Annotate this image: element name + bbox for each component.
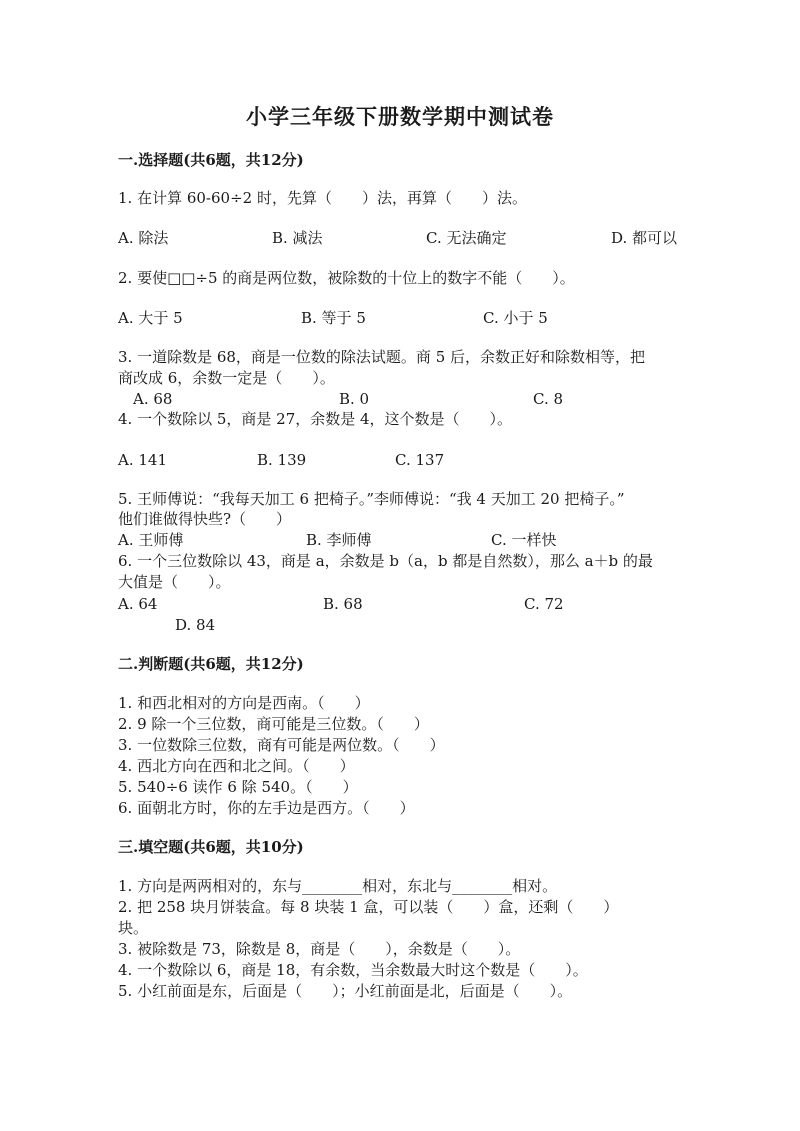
judge-item: 1. 和西北相对的方向是西南。（ ） — [118, 694, 370, 712]
option-text: C. 小于 5 — [483, 309, 548, 327]
option-text: A. 64 — [118, 595, 158, 613]
fill-item: 4. 一个数除以 6，商是 18，有余数，当余数最大时这个数是（ ）。 — [118, 961, 588, 979]
option-text: C. 无法确定 — [426, 229, 507, 247]
option-text: B. 李师傅 — [306, 531, 372, 549]
judge-item: 5. 540÷6 读作 6 除 540。（ ） — [118, 778, 358, 796]
question-text: 6. 一个三位数除以 43，商是 a，余数是 b（a，b 都是自然数），那么 a＋b 的最 — [118, 552, 653, 570]
option-text: A. 王师傅 — [118, 531, 184, 549]
judge-item: 2. 9 除一个三位数，商可能是三位数。（ ） — [118, 715, 429, 733]
option-text: A. 68 — [133, 390, 173, 408]
judge-item: 3. 一位数除三位数，商有可能是两位数。（ ） — [118, 736, 445, 754]
option-text: D. 都可以 — [611, 229, 678, 247]
fill-item: 2. 把 258 块月饼装盒。每 8 块装 1 盒，可以装（ ）盒，还剩（ ） — [118, 898, 619, 916]
option-text: B. 68 — [323, 595, 363, 613]
option-text: C. 8 — [533, 390, 564, 408]
question-text: 5. 王师傅说：“我每天加工 6 把椅子。”李师傅说：“我 4 天加工 20 把椅子。” — [118, 490, 625, 508]
page-title: 小学三年级下册数学期中测试卷 — [246, 104, 554, 129]
question-text: 商改成 6，余数一定是（ ）。 — [118, 369, 335, 387]
option-text: B. 等于 5 — [301, 309, 366, 327]
question-text: 大值是（ ）。 — [118, 573, 231, 591]
option-text: A. 大于 5 — [118, 309, 183, 327]
option-text: A. 除法 — [118, 229, 169, 247]
option-text: B. 139 — [257, 451, 307, 469]
fill-item: 5. 小红前面是东，后面是（ ）；小红前面是北，后面是（ ）。 — [118, 982, 573, 1000]
section-heading-judge: 二.判断题(共6题，共12分) — [118, 655, 304, 673]
question-text: 1. 在计算 60-60÷2 时，先算（ ）法，再算（ ）法。 — [118, 189, 527, 207]
question-text: 2. 要使□□÷5 的商是两位数，被除数的十位上的数字不能（ ）。 — [118, 269, 575, 287]
question-text: 3. 一道除数是 68，商是一位数的除法试题。商 5 后，余数正好和除数相等，把 — [118, 348, 646, 366]
judge-item: 4. 西北方向在西和北之间。（ ） — [118, 757, 355, 775]
section-heading-fill: 三.填空题(共6题，共10分) — [118, 838, 304, 856]
option-text: B. 减法 — [272, 229, 323, 247]
judge-item: 6. 面朝北方时，你的左手边是西方。（ ） — [118, 799, 415, 817]
option-text: C. 一样快 — [491, 531, 557, 549]
option-text: A. 141 — [118, 451, 167, 469]
option-text: C. 137 — [395, 451, 445, 469]
option-text: C. 72 — [524, 595, 564, 613]
fill-item: 1. 方向是两两相对的，东与________相对，东北与________相对。 — [118, 877, 558, 895]
section-heading-choice: 一.选择题(共6题，共12分) — [118, 151, 304, 169]
fill-item: 3. 被除数是 73，除数是 8，商是（ ），余数是（ ）。 — [118, 940, 521, 958]
question-text: 4. 一个数除以 5，商是 27，余数是 4，这个数是（ ）。 — [118, 410, 513, 428]
fill-item: 块。 — [118, 919, 149, 937]
option-text: D. 84 — [175, 616, 216, 634]
question-text: 他们谁做得快些?（ ） — [118, 510, 292, 528]
option-text: B. 0 — [339, 390, 370, 408]
